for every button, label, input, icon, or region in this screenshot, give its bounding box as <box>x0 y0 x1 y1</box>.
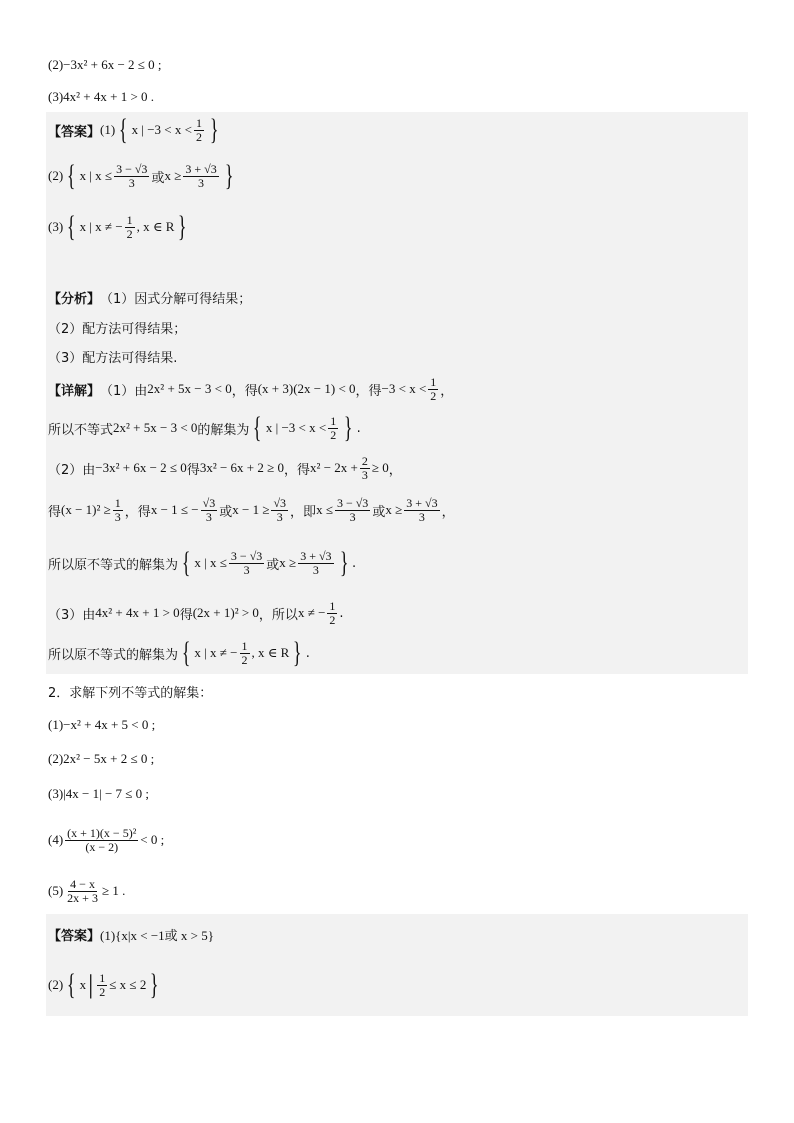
math: x − 1 ≥ <box>232 502 270 517</box>
frac-den: 3 <box>205 509 212 524</box>
answer-block <box>46 112 748 674</box>
text: 的解集为 <box>197 422 250 438</box>
frac-den: (x − 2) <box>85 839 119 854</box>
left-brace: { <box>67 968 76 1001</box>
math: (1){x|x < −1或 x > 5} <box>100 927 215 943</box>
math: −3x² + 6x − 2 ≤ 0 <box>95 460 187 475</box>
detail-label: 【详解】 <box>48 383 101 399</box>
analysis-line-1 <box>46 282 748 312</box>
frac-num: 3 − √3 <box>336 495 369 510</box>
fraction <box>229 550 264 577</box>
text: 所以原不等式的解集为 <box>48 647 179 663</box>
text: . <box>305 645 310 661</box>
math: < 0 ; <box>140 832 165 847</box>
left-brace: { <box>181 636 191 669</box>
right-brace: } <box>178 210 187 243</box>
text: （3）由 <box>48 607 96 623</box>
text: ，得 <box>231 383 258 399</box>
detail-line-2 <box>46 408 748 448</box>
text: 得 <box>179 607 193 623</box>
math: (2x + 1)² > 0 <box>192 605 259 620</box>
fraction <box>327 600 337 627</box>
frac-den: 3 <box>312 562 319 577</box>
frac-num: 3 + √3 <box>300 548 332 563</box>
right-brace: } <box>293 636 302 669</box>
math: (4) <box>48 832 64 847</box>
or-word: 或 <box>151 170 165 186</box>
frac-den: 2 <box>329 612 336 627</box>
math: x ≥ <box>279 555 297 570</box>
problem2-q5 <box>46 868 748 914</box>
frac-num: 3 − √3 <box>116 161 148 176</box>
answer-line-2 <box>46 148 748 204</box>
text: ，所以 <box>258 607 298 623</box>
frac-num: 2 <box>361 453 368 468</box>
frac-den: 2 <box>430 388 437 403</box>
fraction <box>65 878 100 905</box>
right-brace: } <box>339 546 349 579</box>
text: ，得 <box>355 383 382 399</box>
analysis-line-2 <box>46 312 748 342</box>
math: −3 < x < <box>381 381 427 396</box>
frac-den: 3 <box>361 467 368 482</box>
answer-line-1 <box>46 112 748 148</box>
answer2-line-2 <box>46 954 748 1016</box>
answer2-line-1 <box>46 914 748 954</box>
left-brace: { <box>67 210 76 243</box>
fraction <box>360 455 370 482</box>
frac-num: 1 <box>99 970 106 985</box>
fraction <box>271 497 288 524</box>
math: x ≠ − <box>297 605 326 620</box>
fraction <box>240 640 250 667</box>
math: (x + 3)(2x − 1) < 0 <box>257 381 356 396</box>
item3-text: (3)4x² + 4x + 1 > 0 . <box>48 89 155 104</box>
text: . <box>339 605 344 621</box>
answer3-set-a: x | x ≠ − <box>79 219 123 234</box>
answer3-set-b: , x ∈ R <box>136 219 175 234</box>
frac-den: 2x + 3 <box>67 890 98 905</box>
frac-num: √3 <box>202 495 216 510</box>
detail-line-7 <box>46 632 748 674</box>
frac-den: 2 <box>126 226 133 241</box>
frac-num: 4 − x <box>70 876 95 891</box>
answer-label: 【答案】 <box>48 124 101 140</box>
frac-den: 3 <box>128 175 135 190</box>
analysis-line-3 <box>46 342 748 370</box>
frac-den: 3 <box>276 509 283 524</box>
left-brace: { <box>253 411 262 444</box>
text: ，得 <box>284 462 311 478</box>
right-brace: } <box>224 159 234 192</box>
right-brace: } <box>150 968 159 1001</box>
text: （2）由 <box>48 462 96 478</box>
math: x | x ≤ <box>194 555 227 570</box>
text: 所以不等式 <box>48 422 114 438</box>
frac-num: 3 + √3 <box>185 161 217 176</box>
frac-den: 2 <box>195 129 202 144</box>
analysis-text-2: （2）配方法可得结果； <box>48 321 187 337</box>
math: (3)|4x − 1| − 7 ≤ 0 ; <box>48 786 150 801</box>
frac-num: 1 <box>241 638 248 653</box>
fraction <box>65 827 138 854</box>
problem1-item2 <box>46 48 748 82</box>
fraction <box>298 550 333 577</box>
frac-den: 3 <box>349 509 356 524</box>
math: (x − 1)² ≥ <box>61 502 111 517</box>
frac-num: √3 <box>273 495 287 510</box>
math: x ≤ <box>316 502 333 517</box>
frac-num: 1 <box>114 495 121 510</box>
text: 得 <box>48 504 62 520</box>
left-brace: { <box>181 546 191 579</box>
frac-num: 3 + √3 <box>406 495 438 510</box>
problem1-item3 <box>46 82 748 112</box>
fraction <box>335 497 370 524</box>
document-page <box>46 48 748 1016</box>
math: ≥ 0 <box>371 460 389 475</box>
math: x | −3 < x < <box>265 420 327 435</box>
text: ，即 <box>290 504 317 520</box>
text: （1）由 <box>100 383 148 399</box>
fraction <box>125 214 135 241</box>
frac-num: 1 <box>329 598 336 613</box>
answer1-set: x | −3 < x < <box>131 122 192 137</box>
answer2-set-a: x | x ≤ <box>79 168 113 183</box>
vertical-bar: | <box>88 970 94 999</box>
problem2-title-text: 2．求解下列不等式的解集： <box>48 685 213 701</box>
analysis-text-1: （1）因式分解可得结果； <box>100 291 252 307</box>
analysis-label: 【分析】 <box>48 291 101 307</box>
math: (2) <box>48 977 64 992</box>
math: x − 1 ≤ − <box>150 502 199 517</box>
frac-den: 2 <box>241 652 248 667</box>
fraction <box>201 497 218 524</box>
problem2-q3 <box>46 776 748 812</box>
fraction <box>183 163 218 190</box>
math: (1)−x² + 4x + 5 < 0 ; <box>48 717 156 732</box>
analysis-text-3: （3）配方法可得结果. <box>48 350 178 366</box>
frac-num: 1 <box>195 115 202 130</box>
math: x <box>79 977 87 992</box>
frac-num: 3 − √3 <box>230 548 263 563</box>
right-brace: } <box>344 411 353 444</box>
answer3-prefix: (3) <box>48 219 64 234</box>
math: 3x² − 6x + 2 ≥ 0 <box>199 460 285 475</box>
fraction <box>113 497 123 524</box>
fraction <box>428 376 438 403</box>
frac-den: 2 <box>99 984 106 999</box>
answer1-prefix: (1) <box>100 122 116 137</box>
math: x ≥ <box>385 502 403 517</box>
math: , x ∈ R <box>251 645 290 660</box>
fraction <box>114 163 149 190</box>
text: . <box>351 555 357 571</box>
math: ≥ 1 . <box>101 883 126 898</box>
detail-line-4 <box>46 488 748 532</box>
fraction <box>404 497 439 524</box>
left-brace: { <box>119 113 128 146</box>
problem2-q1 <box>46 708 748 742</box>
text: ， <box>388 462 402 478</box>
math: 2x² + 5x − 3 < 0 <box>113 420 198 435</box>
problem2-q2 <box>46 742 748 776</box>
detail-line-1 <box>46 370 748 408</box>
math: x² − 2x + <box>310 460 358 475</box>
text: ，得 <box>124 504 151 520</box>
left-brace: { <box>67 159 76 192</box>
detail-line-6 <box>46 594 748 632</box>
detail-line-5 <box>46 532 748 594</box>
math: x | x ≠ − <box>194 645 238 660</box>
frac-num: 1 <box>126 212 133 227</box>
text: ， <box>441 504 455 520</box>
answer2-block <box>46 914 748 1016</box>
fraction <box>194 117 204 144</box>
frac-num: (x + 1)(x − 5)² <box>67 825 137 840</box>
math: ≤ x ≤ 2 <box>109 977 147 992</box>
frac-num: 1 <box>430 374 437 389</box>
frac-den: 2 <box>330 427 337 442</box>
fraction <box>328 415 338 442</box>
text: 或 <box>219 504 233 520</box>
math: 2x² + 5x − 3 < 0 <box>147 381 232 396</box>
frac-den: 3 <box>114 509 121 524</box>
frac-den: 3 <box>243 562 250 577</box>
text: . <box>356 420 361 436</box>
answer-line-3 <box>46 204 748 250</box>
text: 得 <box>186 462 200 478</box>
answer2-set-b: x ≥ <box>164 168 182 183</box>
text: 所以原不等式的解集为 <box>48 557 179 573</box>
math: (2)2x² − 5x + 2 ≤ 0 ; <box>48 751 155 766</box>
right-brace: } <box>209 113 219 146</box>
item2-text: (2)−3x² + 6x − 2 ≤ 0 ; <box>48 57 162 72</box>
problem2-title <box>46 674 748 708</box>
fraction <box>97 972 107 999</box>
problem2-q4 <box>46 812 748 868</box>
detail-line-3 <box>46 448 748 488</box>
math: 4x² + 4x + 1 > 0 <box>95 605 180 620</box>
frac-den: 3 <box>198 175 205 190</box>
text: 或 <box>266 557 280 573</box>
frac-num: 1 <box>330 413 337 428</box>
math: (5) <box>48 883 64 898</box>
answer-label: 【答案】 <box>48 928 101 944</box>
frac-den: 3 <box>418 509 425 524</box>
text: ， <box>440 383 454 399</box>
answer2-prefix: (2) <box>48 168 64 183</box>
text: 或 <box>372 504 386 520</box>
